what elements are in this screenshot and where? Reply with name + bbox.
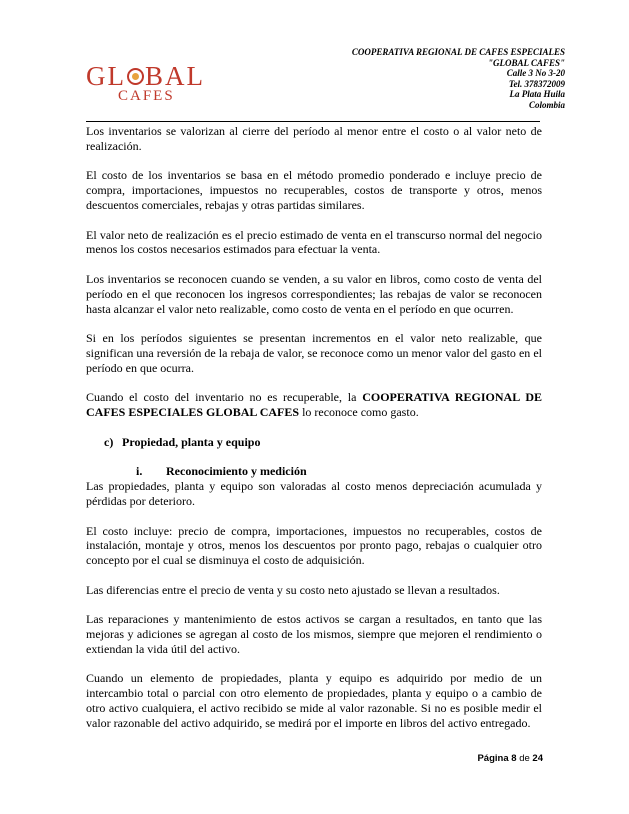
paragraph: Las propiedades, planta y equipo son valoradas al costo menos depreciación acumulada y pérdidas por deterioro.: [86, 479, 542, 508]
logo-wordmark: [86, 61, 216, 91]
company-logo: [86, 61, 216, 104]
header-line: Colombia: [528, 99, 565, 110]
paragraph: Cuando un elemento de propiedades, planta y equipo es adquirido por medio de un intercambio total o parcial con otro elemento de propiedades, planta y equipo o a cambio de otro activo cualquiera, el activo recibido se mide al valor razonable. Si no es posible medir el valor razonable del activo adquirido, se medirá por el importe en libros del activo entregado.: [86, 671, 542, 730]
header-line: "GLOBAL CAFES": [488, 57, 565, 68]
paragraph: Cuando el costo del inventario no es recuperable, la COOPERATIVA REGIONAL DE CAFES ESPECIALES GLOBAL CAFES lo reconoce como gasto.: [86, 390, 542, 420]
header-line: Tel. 378372009: [508, 78, 565, 89]
paragraph: Las reparaciones y mantenimiento de estos activos se cargan a resultados, en tanto que las mejoras y adiciones se agregan al costo de los mismos, siempre que mejoren el rendimiento o extiendan la vida útil del activo.: [86, 612, 542, 656]
paragraph: Los inventarios se reconocen cuando se venden, a su valor en libros, como costo de venta del período en el que reconocen los ingresos correspondientes; las rebajas de valor se reconocen hasta alcanzar el valor neto realizable, como costo de venta en el período en que ocurren.: [86, 271, 542, 316]
header-divider: [86, 121, 540, 122]
company-header: [352, 47, 565, 111]
page-number: Página 8 de 24: [477, 753, 543, 764]
document-body: [86, 124, 542, 731]
paragraph: Las diferencias entre el precio de venta y su costo neto ajustado se llevan a resultados.: [86, 582, 500, 597]
header-line: La Plata Huila: [509, 89, 565, 100]
header-line: COOPERATIVA REGIONAL DE CAFES ESPECIALES: [351, 47, 565, 57]
section-heading: c) Propiedad, planta y equipo: [104, 434, 261, 449]
company-name-bold: COOPERATIVA REGIONAL DE CAFES ESPECIALES GLOBAL CAFES: [86, 390, 542, 420]
paragraph: El valor neto de realización es el precio estimado de venta en el transcurso normal del negocio menos los costos necesarios estimados para efectuar la venta.: [86, 227, 542, 257]
logo-letter-l: L: [107, 61, 126, 91]
header-line: Calle 3 No 3-20: [506, 68, 565, 79]
paragraph: El costo incluye: precio de compra, importaciones, impuestos no recuperables, costos de instalación, montaje y otros, menos los descuentos por pronto pago, rebajas o cualquier otro concepto por el cual se disminuya el costo de adquisición.: [86, 523, 542, 568]
coffee-bean-icon: [127, 68, 144, 85]
paragraph: Los inventarios se valorizan al cierre del período al menor entre el costo o al valor neto de realización.: [86, 124, 542, 153]
paragraph: El costo de los inventarios se basa en el método promedio ponderado e incluye precio de compra, importaciones, impuestos no recuperables, costos de transporte y otros, menos descuentos comerciales, rebajas y otras partidas similares.: [86, 168, 542, 212]
logo-letter-g: G: [86, 61, 108, 91]
subsection-heading: i. Reconocimiento y medición: [136, 464, 307, 479]
paragraph: Si en los períodos siguientes se presentan incrementos en el valor neto realizable, que significan una reversión de la rebaja de valor, se reconoce como un menor valor del gasto en el período en que ocurra.: [86, 331, 542, 375]
logo-letters-bal: BAL: [145, 61, 205, 91]
logo-subtitle: CAFES: [118, 88, 175, 104]
